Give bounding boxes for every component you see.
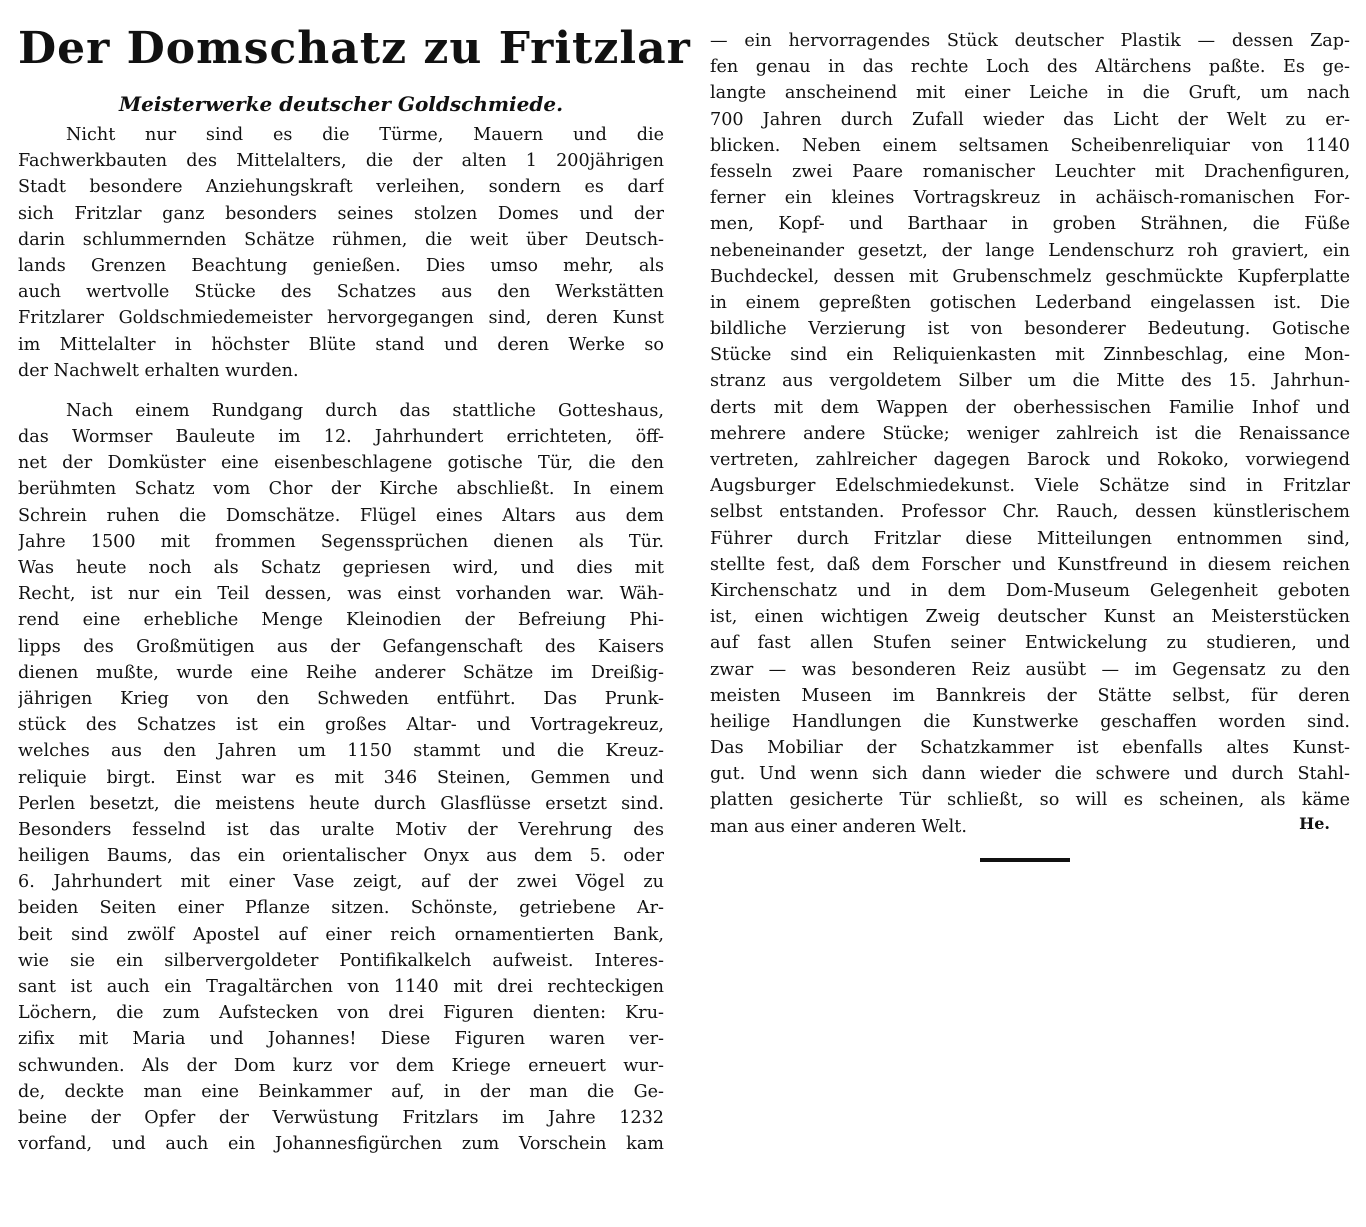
text-line: Schrein ruhen die Domschätze. Flügel eines Altars aus dem — [18, 505, 664, 526]
text-line: Löchern, die zum Aufstecken von drei Figuren dienten: Kru- — [18, 1003, 664, 1024]
text-line: vorfand, und auch ein Johannesfigürchen zum Vorschein kam — [18, 1134, 664, 1155]
text-line: platten gesicherte Tür schließt, so will es scheinen, als käme — [710, 790, 1350, 811]
text-line: 700 Jahren durch Zufall wieder das Licht der Welt zu er- — [710, 109, 1350, 130]
text-line: berühmten Schatz vom Chor der Kirche abschließt. In einem — [18, 479, 664, 500]
text-line: Augsburger Edelschmiedekunst. Viele Schätze sind in Fritzlar — [710, 476, 1350, 497]
text-line: langte anscheinend mit einer Leiche in die Gruft, um nach — [710, 83, 1350, 104]
text-line: der Nachwelt erhalten wurden. — [18, 360, 299, 381]
paragraph-gap — [18, 384, 664, 398]
end-rule-wrapper — [710, 840, 1350, 870]
text-line: Nicht nur sind es die Türme, Mauern und die — [66, 125, 664, 145]
text-line: stranz aus vergoldetem Silber um die Mitte des 15. Jahrhun- — [710, 371, 1350, 392]
paragraph-1 — [18, 122, 664, 384]
text-line: Fritzlarer Goldschmiedemeister hervorgegangen sind, deren Kunst — [18, 308, 664, 329]
text-line: sant ist auch ein Tragaltärchen von 1140 mit drei rechteckigen — [18, 977, 664, 997]
text-line: Kirchenschatz und in dem Dom-Museum Gelegenheit geboten — [710, 580, 1350, 601]
text-line: fesseln zwei Paare romanischer Leuchter mit Drachenfiguren, — [710, 161, 1350, 182]
text-line: net der Domküster eine eisenbeschlagene gotische Tür, die den — [18, 453, 664, 474]
author-signature: He. — [1299, 813, 1330, 833]
text-line: heiligen Baums, das ein orientalischer Onyx aus dem 5. oder — [18, 846, 664, 867]
text-line: fen genau in das rechte Loch des Altärchens paßte. Es ge- — [710, 57, 1350, 78]
text-line: beit sind zwölf Apostel auf einer reich ornamentierten Bank, — [18, 924, 664, 945]
text-line: das Wormser Bauleute im 12. Jahrhundert errichteten, öff- — [18, 427, 664, 448]
text-line: lands Grenzen Beachtung genießen. Dies umso mehr, als — [18, 255, 664, 276]
text-line: Was heute noch als Schatz gepriesen wird, und dies mit — [18, 558, 664, 578]
text-line: zwar — was besonderen Reiz ausübt — im Gegensatz zu den — [710, 659, 1350, 680]
text-line: Das Mobiliar der Schatzkammer ist ebenfalls altes Kunst- — [710, 738, 1350, 759]
text-line: Stadt besondere Anziehungskraft verleihen, sondern es darf — [18, 177, 664, 198]
text-line: selbst entstanden. Professor Chr. Rauch, dessen künstlerischem — [710, 502, 1350, 523]
text-line: ferner ein kleines Vortragskreuz in achäisch-romanischen For- — [710, 188, 1350, 209]
text-line: vertreten, zahlreicher dagegen Barock und Rokoko, vorwiegend — [710, 450, 1350, 470]
text-line: Recht, ist nur ein Teil dessen, was einst vorhanden war. Wäh- — [18, 584, 664, 605]
text-line: welches aus den Jahren um 1150 stammt und die Kreuz- — [18, 741, 664, 762]
text-line: Jahre 1500 mit frommen Segenssprüchen dienen als Tür. — [18, 531, 664, 552]
text-line: Stücke sind ein Reliquienkasten mit Zinnbeschlag, eine Mon- — [710, 345, 1350, 366]
text-line: Buchdeckel, dessen mit Grubenschmelz geschmückte Kupferplatte — [710, 266, 1350, 287]
text-line: rend eine erhebliche Menge Kleinodien der Befreiung Phi- — [18, 610, 664, 631]
text-line: zifix mit Maria und Johannes! Diese Figuren waren ver- — [18, 1029, 664, 1050]
text-line: Fachwerkbauten des Mittelalters, die der alten 1 200jährigen — [18, 151, 664, 172]
text-line: heilige Handlungen die Kunstwerke geschaffen worden sind. — [710, 711, 1350, 732]
text-line: nebeneinander gesetzt, der lange Lendenschurz roh graviert, ein — [710, 240, 1350, 261]
text-line: — ein hervorragendes Stück deutscher Plastik — dessen Zap- — [710, 31, 1350, 51]
end-rule — [980, 858, 1070, 862]
text-line: wie sie ein silbervergoldeter Pontifikalkelch aufweist. Interes- — [18, 950, 664, 971]
text-line: derts mit dem Wappen der oberhessischen Familie Inhof und — [710, 397, 1350, 418]
text-line: gut. Und wenn sich dann wieder die schwere und durch Stahl- — [710, 764, 1350, 785]
text-line: dienen mußte, wurde eine Reihe anderer Schätze im Dreißig- — [18, 662, 664, 683]
text-line: auf fast allen Stufen seiner Entwickelung zu studieren, und — [710, 633, 1350, 654]
text-line: 6. Jahrhundert mit einer Vase zeigt, auf der zwei Vögel zu — [18, 872, 664, 893]
text-line: beiden Seiten einer Pflanze sitzen. Schönste, getriebene Ar- — [18, 898, 664, 919]
text-line: im Mittelalter in höchster Blüte stand und deren Werke so — [18, 334, 664, 355]
text-line: in einem gepreßten gotischen Lederband eingelassen ist. Die — [710, 292, 1350, 313]
text-line: stück des Schatzes ist ein großes Altar- und Vortragekreuz, — [18, 715, 664, 736]
text-line: meisten Museen im Bannkreis der Stätte selbst, für deren — [710, 685, 1350, 706]
text-line: auch wertvolle Stücke des Schatzes aus den Werkstätten — [18, 282, 664, 303]
text-line: blicken. Neben einem seltsamen Scheibenreliquiar von 1140 — [710, 135, 1350, 156]
left-column — [18, 0, 691, 1157]
text-line: de, deckte man eine Beinkammer auf, in der man die Ge- — [18, 1081, 664, 1102]
text-line: darin schlummernden Schätze rühmen, die weit über Deutsch- — [18, 229, 664, 250]
text-line: reliquie birgt. Einst war es mit 346 Steinen, Gemmen und — [18, 767, 664, 788]
text-line: ist, einen wichtigen Zweig deutscher Kunst an Meisterstücken — [710, 607, 1350, 628]
text-line: Perlen besetzt, die meistens heute durch Glasflüsse ersetzt sind. — [18, 793, 664, 814]
text-line: sich Fritzlar ganz besonders seines stolzen Domes und der — [18, 203, 664, 224]
article-subtitle: Meisterwerke deutscher Goldschmiede. — [118, 92, 564, 116]
text-line: beine der Opfer der Verwüstung Fritzlars im Jahre 1232 — [18, 1107, 664, 1128]
text-line: mehrere andere Stücke; weniger zahlreich ist die Renaissance — [710, 423, 1350, 444]
paragraph-continuation — [710, 28, 1350, 840]
article-title: Der Domschatz zu Fritzlar — [18, 23, 691, 74]
text-line: Besonders fesselnd ist das uralte Motiv der Verehrung des — [18, 819, 664, 840]
text-line: bildliche Verzierung ist von besonderer Bedeutung. Gotische — [710, 319, 1350, 340]
text-line: stellte fest, daß dem Forscher und Kunstfreund in diesem reichen — [710, 554, 1350, 575]
paragraph-2 — [18, 398, 664, 1157]
text-line: schwunden. Als der Dom kurz vor dem Kriege erneuert wur- — [18, 1055, 664, 1076]
right-column — [710, 0, 1350, 870]
text-line: man aus einer anderen Welt. — [710, 816, 967, 837]
text-line: Nach einem Rundgang durch das stattliche Gotteshaus, — [66, 400, 664, 421]
text-line: men, Kopf- und Barthaar in groben Strähnen, die Füße — [710, 214, 1350, 235]
text-line: jährigen Krieg von den Schweden entführt. Das Prunk- — [18, 688, 664, 709]
text-line: lipps des Großmütigen aus der Gefangenschaft des Kaisers — [18, 636, 664, 657]
text-line: Führer durch Fritzlar diese Mitteilungen entnommen sind, — [710, 528, 1350, 549]
